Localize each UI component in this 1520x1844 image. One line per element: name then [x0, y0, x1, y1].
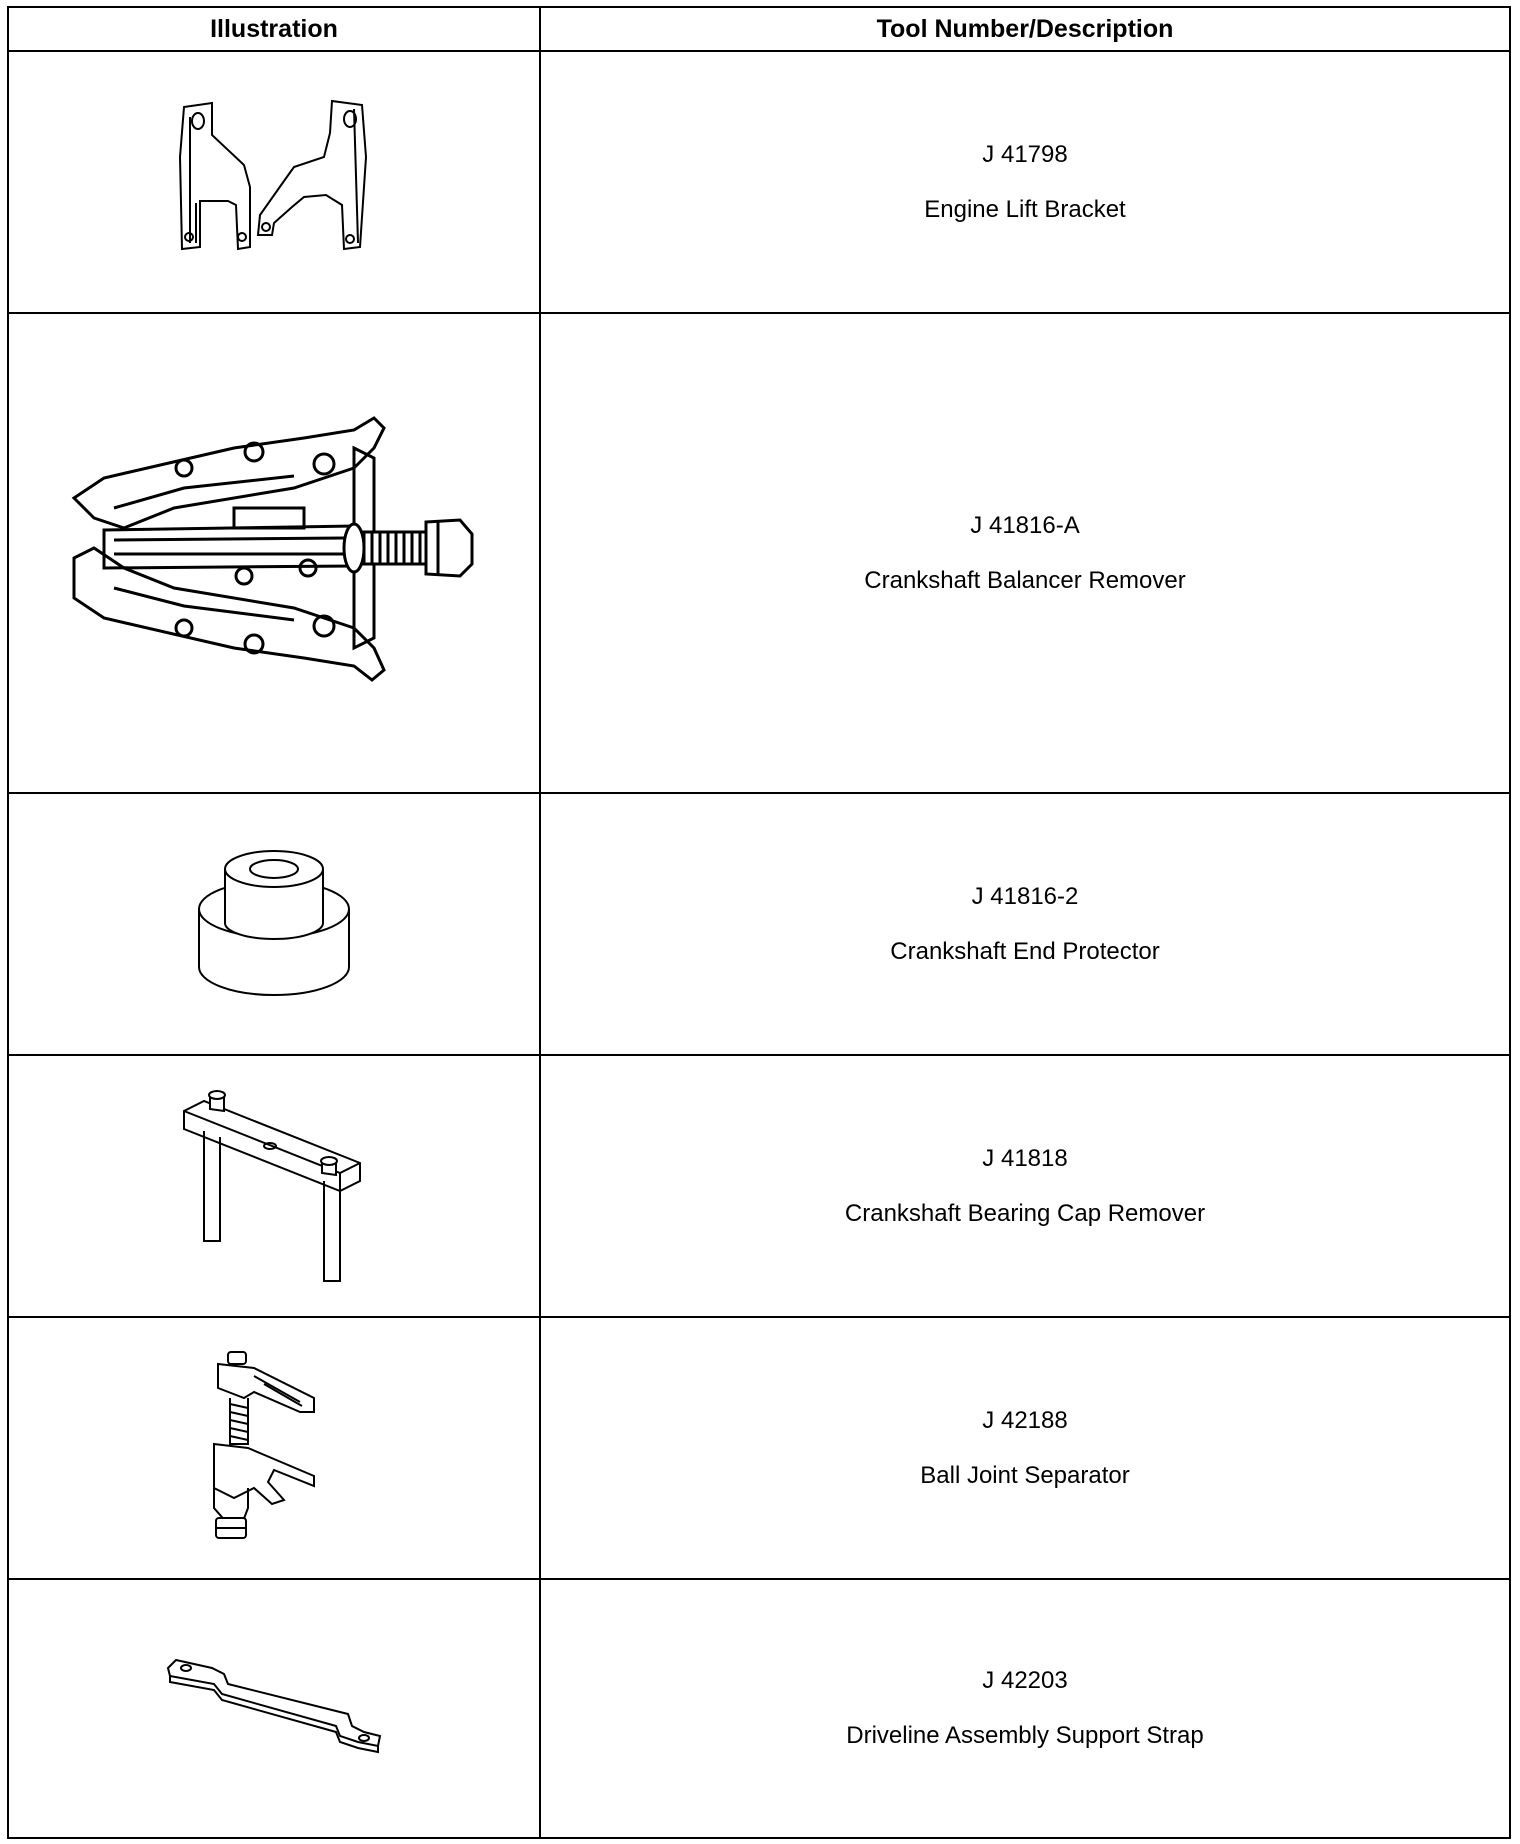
tool-description-cell [540, 1317, 1510, 1579]
tool-number: J 41816-2 [971, 882, 1079, 910]
table-row [8, 1579, 1510, 1838]
illustration-cell [8, 313, 540, 793]
table-row [8, 1055, 1510, 1317]
end-protector-icon [189, 839, 359, 1009]
tool-number: J 41816-A [970, 511, 1080, 539]
table-row [8, 1317, 1510, 1579]
illustration-cell [8, 1317, 540, 1579]
tool-description-cell [540, 793, 1510, 1055]
special-tools-table [7, 6, 1511, 1839]
illustration-cell [8, 1055, 540, 1317]
tool-description-cell [540, 313, 1510, 793]
tool-number: J 42188 [982, 1406, 1068, 1434]
ball-joint-separator-icon [204, 1348, 344, 1548]
header-illustration: Illustration [8, 7, 540, 51]
tool-number: J 42203 [982, 1667, 1068, 1694]
illustration-cell [8, 793, 540, 1055]
tool-description: Crankshaft Bearing Cap Remover [844, 1199, 1206, 1227]
bearing-cap-remover-icon [174, 1081, 374, 1291]
tool-number: J 41818 [982, 1144, 1068, 1172]
illustration-cell [8, 1579, 540, 1838]
tool-description: Ball Joint Separator [920, 1461, 1130, 1489]
tool-description-cell [540, 51, 1510, 313]
tool-description: Engine Lift Bracket [924, 195, 1126, 223]
tool-description: Driveline Assembly Support Strap [846, 1722, 1204, 1749]
tool-description-cell [540, 1579, 1510, 1838]
tool-description-cell [540, 1055, 1510, 1317]
table-row [8, 793, 1510, 1055]
tool-number: J 41798 [982, 140, 1068, 168]
table-row [8, 51, 1510, 313]
table-row [8, 313, 1510, 793]
engine-lift-bracket-icon [154, 97, 394, 267]
header-tool-description: Tool Number/Description [540, 7, 1510, 51]
header-row [8, 7, 1510, 51]
tool-description: Crankshaft Balancer Remover [864, 566, 1186, 594]
balancer-remover-icon [54, 408, 494, 698]
tool-description: Crankshaft End Protector [890, 937, 1160, 965]
illustration-cell [8, 51, 540, 313]
support-strap-icon [164, 1654, 384, 1764]
